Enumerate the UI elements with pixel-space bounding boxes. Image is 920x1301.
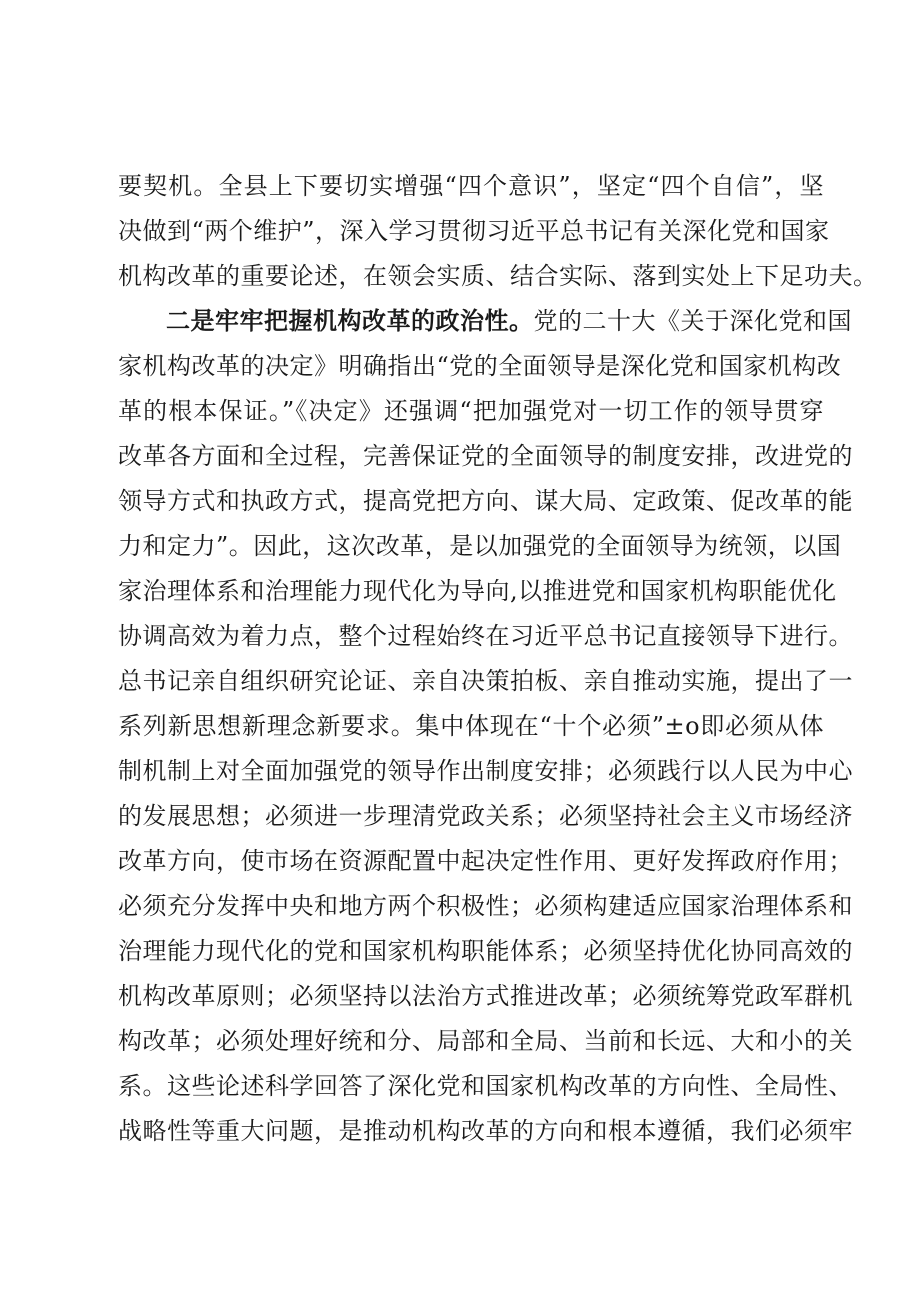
- document-body: [118, 164, 878, 1154]
- text-line: 机构改革原则；必须坚持以法治方式推进改革；必须统筹党政军群机: [118, 982, 853, 1010]
- text-line: 领导方式和执政方式，提高党把方向、谋大局、定政策、促改革的能: [118, 487, 853, 515]
- text-line: 要契机。全县上下要切实增强“四个意识”，坚定“四个自信”，坚: [118, 172, 824, 200]
- text-line: 战略性等重大问题，是推动机构改革的方向和根本遵循，我们必须牢: [118, 1117, 853, 1145]
- text-line: 总书记亲自组织研究论证、亲自决策拍板、亲自推动实施，提出了一: [118, 667, 853, 695]
- text-line: 必须充分发挥中央和地方两个积极性；必须构建适应国家治理体系和: [118, 892, 853, 920]
- paragraph-heading: 二是牢牢把握机构改革的政治性。: [166, 307, 534, 335]
- text-line: 家机构改革的决定》明确指出“党的全面领导是深化党和国家机构改: [118, 352, 842, 380]
- text-line: 决做到“两个维护”，深入学习贯彻习近平总书记有关深化党和国家: [118, 217, 830, 245]
- paragraph-continuation: [118, 164, 878, 299]
- text-line: 系。这些论述科学回答了深化党和国家机构改革的方向性、全局性、: [118, 1072, 853, 1100]
- text-line: 系列新思想新理念新要求。集中体现在“十个必须”±o即必须从体: [118, 712, 824, 740]
- paragraph-political-nature: [118, 299, 853, 1154]
- text-line: 革的根本保证。”《决定》还强调“把加强党对一切工作的领导贯穿: [118, 397, 824, 425]
- text-line: 构改革；必须处理好统和分、局部和全局、当前和长远、大和小的关: [118, 1027, 853, 1055]
- text-run: 党的二十大《关于深化党和国: [533, 307, 852, 335]
- text-line: 协调高效为着力点，整个过程始终在习近平总书记直接领导下进行。: [118, 622, 853, 650]
- text-line: 机构改革的重要论述，在领会实质、结合实际、落到实处上下足功夫。: [118, 262, 878, 290]
- paragraph-first-line: [118, 299, 852, 344]
- text-line: 制机制上对全面加强党的领导作出制度安排；必须践行以人民为中心: [118, 757, 853, 785]
- text-line: 的发展思想；必须进一步理清党政关系；必须坚持社会主义市场经济: [118, 802, 853, 830]
- text-line: 改革各方面和全过程，完善保证党的全面领导的制度安排，改进党的: [118, 442, 853, 470]
- text-line: 家治理体系和治理能力现代化为导向,以推进党和国家机构职能优化: [118, 577, 837, 605]
- text-line: 治理能力现代化的党和国家机构职能体系；必须坚持优化协同高效的: [118, 937, 853, 965]
- text-line: 改革方向，使市场在资源配置中起决定性作用、更好发挥政府作用；: [118, 847, 853, 875]
- text-line: 力和定力”。因此，这次改革，是以加强党的全面领导为统领，以国: [118, 532, 842, 560]
